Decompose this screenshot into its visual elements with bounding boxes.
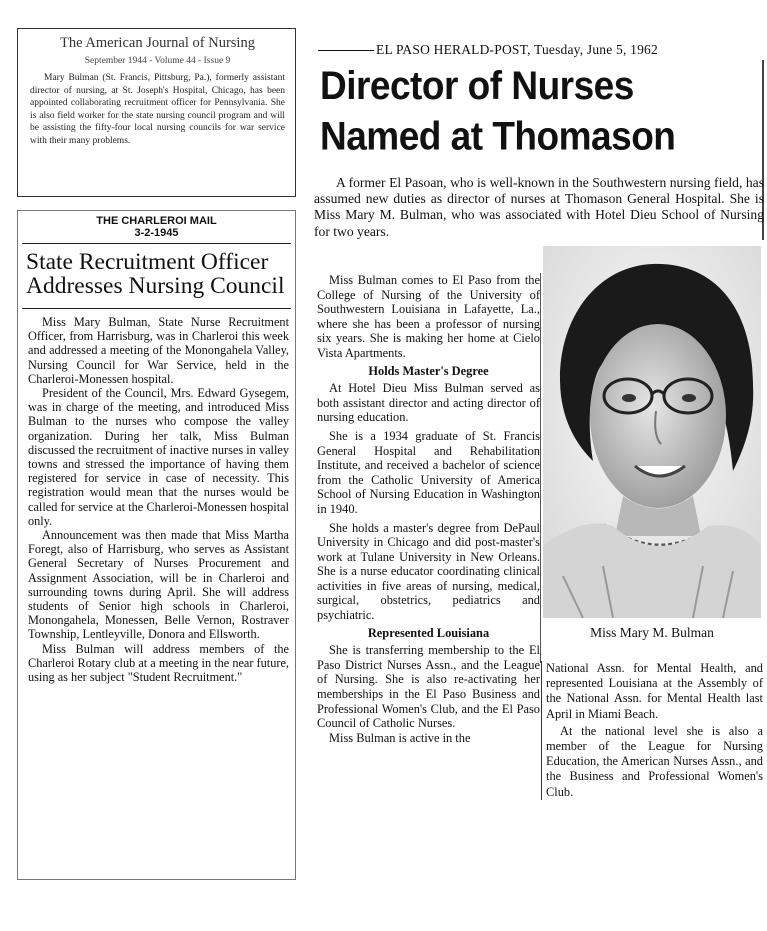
elpaso-headline [320, 60, 750, 162]
elpaso-lede: A former El Pasoan, who is well-known in the Southwestern nursing field, has assumed new duties as director of nurses at Thomason General Hospital. She is Miss Mary M. Bulman, who was associated with Hotel Dieu School of Nursing for two years. [314, 175, 764, 239]
elpaso-paragraph: Miss Bulman is active in the [329, 730, 471, 745]
charleroi-body [18, 315, 295, 684]
charleroi-paragraph: President of the Council, Mrs. Edward Gysegem, was in charge of the meeting, and introduced Miss Bulman to the nurses who compose the valley organization. During her talk, Miss Bulman discussed the recruitment of inactive nurses in valley towns and stressed the importance of having them registered for service in case of necessity. This registration would mean that the nurses would be called for service at the Charleroi-Monessen hospital only. [28, 386, 289, 528]
elpaso-headline-line2: Named at Thomason [320, 114, 676, 159]
photo-caption: Miss Mary M. Bulman [590, 625, 714, 640]
elpaso-column-left [317, 273, 540, 745]
charleroi-headline: State Recruitment Officer Addresses Nursing Council [26, 249, 285, 299]
elpaso-paragraph: At Hotel Dieu Miss Bulman served as both assistant director and acting director of nursing education. [317, 381, 540, 425]
journal-title: The American Journal of Nursing [60, 35, 255, 51]
journal-text: Mary Bulman (St. Francis, Pittsburg, Pa.), formerly assistant director of nursing, at St. Joseph's Hospital, Chicago, has been appointed collaborating recruitment officer for Pennsylvania. She is also field worker for the state nursing council program and will be assisting the fifty-four local nursing councils for war service with their many problems. [30, 73, 285, 146]
journal-clipping [17, 28, 296, 197]
charleroi-date: 3-2-1945 [134, 227, 179, 239]
elpaso-paragraph: National Assn. for Mental Health, and represented Louisiana at the Assembly of the National Assn. for Mental Health last April in Miami Beach. [546, 661, 763, 721]
elpaso-paragraph: At the national level she is also a member of the League for Nursing Education, the American Nurses Assn., and the Business and Professional Women's Club. [546, 723, 763, 799]
portrait-photo [543, 246, 761, 618]
charleroi-paragraph: Announcement was then made that Miss Martha Foregt, also of Harrisburg, who serves as Assistant General Secretary of Nurses Procurement and Assignment Association, will be in Charleroi and surrounding towns during April. She will address students of Senior high schools in Charleroi, Monongahela, Monessen, Belle Vernon, Rostraver Township, Lentleyville, Donora and Ellsworth. [28, 528, 289, 642]
charleroi-divider [22, 243, 291, 244]
charleroi-paragraph: Miss Mary Bulman, State Nurse Recruitment Officer, from Harrisburg, was in Charleroi this week and addressed a meeting of the Monongahela Valley, Nursing Council for War Service, held in the Charleroi-Monessen hospital. [28, 315, 289, 386]
dateline-rule [318, 50, 374, 51]
elpaso-subhead: Holds Master's Degree [368, 363, 489, 378]
elpaso-headline-line1: Director of Nurses [320, 63, 634, 108]
elpaso-paragraph: She is transferring membership to the El Paso District Nurses Assn., and the League of Nursing. She is also re-activating her memberships in the El Paso Business and Professional Women's Club, and the El Paso Council of Catholic Nurses. [317, 643, 540, 731]
column-divider [540, 273, 541, 663]
charleroi-divider [22, 308, 291, 309]
elpaso-column-right [541, 661, 763, 800]
elpaso-paragraph: She holds a master's degree from DePaul University in Chicago and did post-master's work at Tulane University in New Orleans. She is a nurse educator coordinating clinical activities in five areas of nursing, medical, surgical, obstetrics, pediatrics and psychiatric. [317, 520, 540, 623]
elpaso-paragraph: She is a 1934 graduate of St. Francis General Hospital and Rehabilitation Institute, and received a bachelor of science from the Catholic University of America School of Nursing Education in Washington in 1940. [317, 428, 540, 516]
elpaso-dateline [318, 42, 758, 58]
elpaso-subhead: Represented Louisiana [367, 625, 490, 640]
elpaso-dateline-text: EL PASO HERALD-POST, Tuesday, June 5, 1962 [376, 42, 658, 57]
elpaso-paragraph: Miss Bulman comes to El Paso from the College of Nursing of the University of Southwestern Louisiana in Lafayette, La., where she has been a professor of nursing six years. She is making her home at Cielo Vista Apartments. [317, 273, 540, 360]
charleroi-paper-name: THE CHARLEROI MAIL [96, 215, 217, 227]
journal-issue: September 1944 - Volume 44 - Issue 9 [84, 56, 231, 66]
charleroi-paragraph: Miss Bulman will address members of the Charleroi Rotary club at a meeting in the near future, using as her subject "Student Recruitment." [28, 641, 289, 685]
charleroi-clipping [17, 210, 296, 880]
